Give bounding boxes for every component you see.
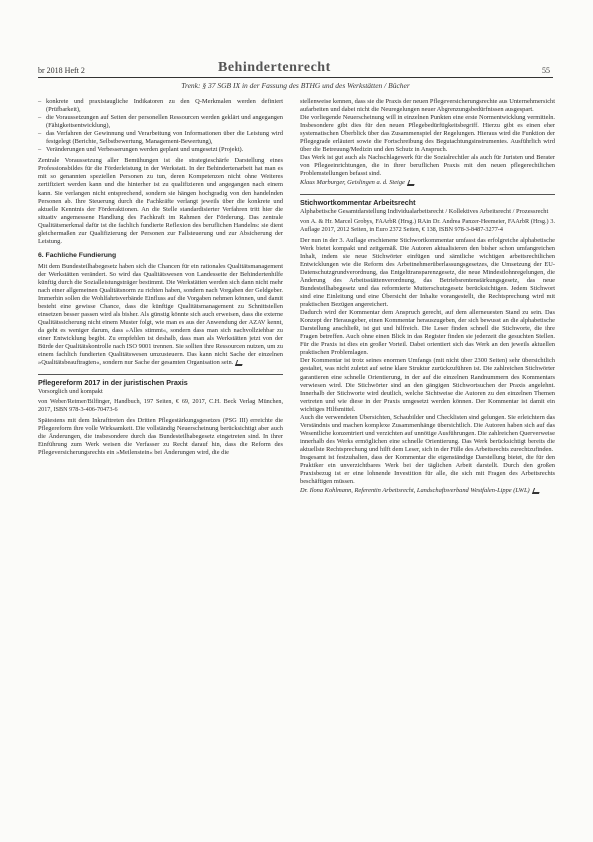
paragraph: Insgesamt ist festzuhalten, dass der Kommentar die eigenständige Darstellung bietet, die für den Praktiker ein unverzichtbares Werk bei der täglichen Arbeit darstellt. Durch den großen Praxisbezug ist er eine lohnende Investition für alle, die sich mit Fragen des Arbeitsrechts beschäftigen müssen. xyxy=(300,453,555,486)
author-text: Klaus Marburger, Geislingen a. d. Steige xyxy=(300,179,405,187)
review-title: Stichwortkommentar Arbeitsrecht xyxy=(300,197,416,207)
running-header: Trenk: § 37 SGB IX in der Fassung des BTHG und des Werkstätten / Bücher xyxy=(181,81,410,90)
right-column xyxy=(300,98,555,495)
paragraph: Der nun in der 3. Auflage erschienene Stichwortkommentar umfasst das erfolgreiche alphabetische Werk bietet kompakt und zeitgemäß. Die Autoren aktualisieren den bisher schon umfangreichen Inhalt, indem sie neue Stichwörter einfügen und sämtliche wichtigen arbeitsrechtlichen Entwicklungen wie die Reform des Arbeitnehmerüberlassungsgesetzes, die Umsetzung der EU-Datenschutzgrundverordnung, das Entgelttransparenzgesetz, die neue Mindestlohnregelungen, die Änderung des Arbeitsstättenverordnung, das Betriebsrentenstärkungsgesetz, das neue Bundesteilhabegesetz und das reformierte Mutterschutzgesetz berücksichtigen. Jedem Stichwort sind eine Einleitung und eine Übersicht der Inhalte vorangestellt, die Rechtsprechung wird mit praktischen Bezügen angereichert. xyxy=(300,236,555,309)
paragraph: Das Werk ist gut auch als Nachschlagewerk für die Sozialrechtler als auch für Juristen und Berater von Pflegeeinrichtungen, die in ihrer beruflichen Praxis mit den neuen pflegerechtlichen Problemstellungen befasst sind. xyxy=(300,154,555,178)
paragraph-text: Mit dem Bundesteilhabegesetz haben sich die Chancen für ein rationales Qualitätsmanagement der Werkstätten verändert. So wird das Qualitätswesen von Landesseite der Behindertenhilfe künftig durch die Sozialleistungsträger bestimmt. Die Werkstätten werden sich dann nicht mehr nach einer allgemeinen Qualitätsnorm zu richten haben, sondern nach Vorgaben der Geldgeber. Immerhin sollen die Wohlfahrtsverbände Einfluss auf die Vorgaben nehmen können, und damit besteht eine gewisse Chance, dass die künftige Qualitätsmanagement zu Schnittstellen einsetzen besser passen wird als bisher. Als günstig könnte sich auch erweisen, dass die externe Qualitätssicherung nicht einem Muster folgt, wie man es aus der Anwendung der AZAV kennt, da geht es weniger darum, dass »Alles stimmt«, sondern dass man sich nachvollziehbar zu einer Entwicklung begibt. Zu empfehlen ist deshalb, dass man als Werkstätten jetzt von der Bürde der Qualitätskontrolle nach ISO 9001 trennen. Sie sollten ihre Ressourcen nutzen, um zu einem fachlich fundierten Qualitätswesen umzusteuern. Das kann nicht Sache der einzelnen »Qualitätsbeauftragten«, sondern nur Sache der gesamten Organisation sein. xyxy=(38,262,283,367)
author-text: Dr. Ilona Kohlmann, Referentin Arbeitsrecht, Landschaftsverband Westfalen-Lippe (LWL) xyxy=(300,487,530,495)
issue-label: br 2018 Heft 2 xyxy=(38,66,85,75)
review-meta: von Weber/Reimer/Bilfinger, Handbuch, 197 Seiten, € 69, 2017, C.H. Beck Verlag München, 2017, ISBN 978-3-406-70473-6 xyxy=(38,397,283,413)
paragraph: stellenweise kennen, dass sie die Praxis der neuen Pflegeversicherungsrechte aus Unternehmersicht aufarbeiten und dabei nicht die Neuregelungen neuer Abgrenzungsbedürfnissen ausgespart. xyxy=(300,98,555,114)
paragraph xyxy=(38,263,283,368)
paragraph: Zentrale Voraussetzung aller Bemühungen ist die strategieschärfe Darstellung eines Professionsbildes für die Förderleistung in der Werkstatt. In der Behindertenarbeit hat man es mit so genannten speziellen Personen zu tun, deren Kompetenzen nicht ohne Weiteres zertifiziert werden kann und die hinterher ist zu qualifizieren und angegangen nach einem kann. Sie verlangen nicht entsprechend, sondern sie hängen hochgradig von den handelnden Personen ab. Ihre Steuerung durch die Fachkräfte verlangt jeweils über die konkrete und aktuelle Kenntnis der Förderaktionen. An die Stelle standardisierter Verfahren tritt hier die situativ angemessene Handlung des Fachkraft im Rahmen der Förderung. Das zentrale Qualitätsmerkmal dafür ist die fachlich fundierte Reflexion des beruflichen Handelns: sie dient gleichermaßen zur Qualifizierung der Personen zur Fallsteuerung und zur Absicherung der Leistung. xyxy=(38,157,283,245)
page-number: 55 xyxy=(542,66,550,75)
paragraph: Die vorliegende Neuerscheinung will in einzelnen Punkten eine erste Normentwicklung vermitteln. Insbesondere gibt dies für den neuen Pflegebedürftigkeitsbegriff. Hierzu gibt es einen eher systematischen Überblick über das Zusammenspiel der Regelungen. Hieraus wird die Funktion der Pflegegrade erläutert sowie die Fortschreibung des Begutachtungsinstrumentes. Ausführlich wird über die Betreuung/Medizin und den Schutz in Anspruch. xyxy=(300,114,555,154)
header-rule xyxy=(38,77,553,78)
paragraph: Der Kommentar ist trotz seines enormen Umfangs (mit nicht über 2300 Seiten) sehr übersichtlich gestaltet, was nicht zuletzt auf seine klare Struktur zurückzuführen ist. Die zahlreichen Stichwörter garantieren eine schnelle Orientierung, in der auf die einzelnen Randnummern des Kommentars verwiesen wird. Die Stichwörter sind an den gängigen Stichwortsuchen der Praxis angelehnt. Innerhalb der Stichworte wird deutlich, welche Sichtweise die Autoren zu den einzelnen Themen vertreten und wie diese in der Praxis umgesetzt werden können. Der Kommentar ist damit ein wichtiges Hilfsmittel. xyxy=(300,357,555,413)
journal-title: Behindertenrecht xyxy=(218,60,331,75)
review-subtitle: Vorsorglich und kompakt xyxy=(38,387,103,395)
review-author xyxy=(300,179,555,187)
paragraph: Auch die verwendeten Übersichten, Schaubilder und Checklisten sind gelungen. Sie erleichtern das Verständnis und machen komplexe Zusammenhänge übersichtlich. Die Autoren haben sich auf das Wesentliche konzentriert und verzichten auf unnötige Ausführungen. Die zahlreichen Querverweise innerhalb des Werks ermöglichen eine schnelle Orientierung. Das Werk berücksichtigt bereits die aktuellste Rechtsprechung und hilft dem Leser, sich in der Fülle des Arbeitsrechts zurechtzufinden. xyxy=(300,413,556,453)
left-column xyxy=(38,98,283,457)
end-mark-icon xyxy=(235,360,244,366)
divider xyxy=(38,374,283,375)
criteria-list xyxy=(38,98,283,154)
review-author xyxy=(300,487,555,495)
divider xyxy=(300,194,555,195)
end-mark-icon xyxy=(407,180,416,186)
list-item: – Veränderungen und Verbesserungen werden geplant und umgesetzt (Projekt). xyxy=(38,146,283,154)
review-title: Pflegereform 2017 in der juristischen Praxis xyxy=(38,377,188,387)
list-item: – das Verfahren der Gewinnung und Verarbeitung von Informationen über die Leistung wird festgelegt (Berichte, Selbstbewertung, Management-Bewertung), xyxy=(38,130,283,146)
list-item: – die Voraussetzungen auf Seiten der personellen Ressourcen werden geklärt und angegangen (Fähigkeitsentwicklung), xyxy=(38,114,283,130)
review-meta: von A. & Hr. Marcel Grobys, FAArbR (Hrsg.) RAin Dr. Andrea Panzer-Heemeier, FAArbR (Hrsg.) 3. Auflage 2017, 2012 Seiten, in Euro 2372 Seiten, € 138, ISBN 978-3-8487-3277-4 xyxy=(300,217,555,233)
section-heading: 6. Fachliche Fundierung xyxy=(38,251,117,259)
review-body: Spätestens mit dem Inkrafttreten des Dritten Pflegestärkungsgesetzes (PSG III) erreichte die Pflegereform ihre volle Wirksamkeit. Die vollständig Neuerscheinung berücksichtigt aber auch die Änderungen, die insbesondere durch das Bundesteilhabegesetz eingetreten sind. In ihrer Einführung zum Werk weisen die Verfasser zu Recht darauf hin, dass die Reform des Pflegeversicherungsrechts ein »Meilenstein« bei Änderungen wird, die die xyxy=(38,416,283,456)
paragraph: Dadurch wird der Kommentar dem Anspruch gerecht, auf dem allerneuesten Stand zu sein. Das Konzept der Herausgeber, einen Kommentar herauszugeben, der sich bewusst an die alphabetische Darstellung anschließt, ist gut und hilfreich. Die Leser finden schnell die Stichworte, die ihre Fragen betreffen. Auch ohne einen Blick in das Register finden sie jederzeit die gesuchten Stellen. Für die Praxis ist dies ein großer Vorteil. Dabei orientiert sich das Werk an den jeweils aktuellen praktischen Problemlagen. xyxy=(300,309,555,357)
list-item: – konkrete und praxistaugliche Indikatoren zu den Q-Merkmalen werden definiert (Prüfbarkeit), xyxy=(38,98,283,114)
review-subtitle: Alphabetische Gesamtdarstellung Individualarbeitsrecht / Kollektives Arbeitsrecht / Prozessrecht xyxy=(300,207,549,215)
end-mark-icon xyxy=(532,488,541,494)
